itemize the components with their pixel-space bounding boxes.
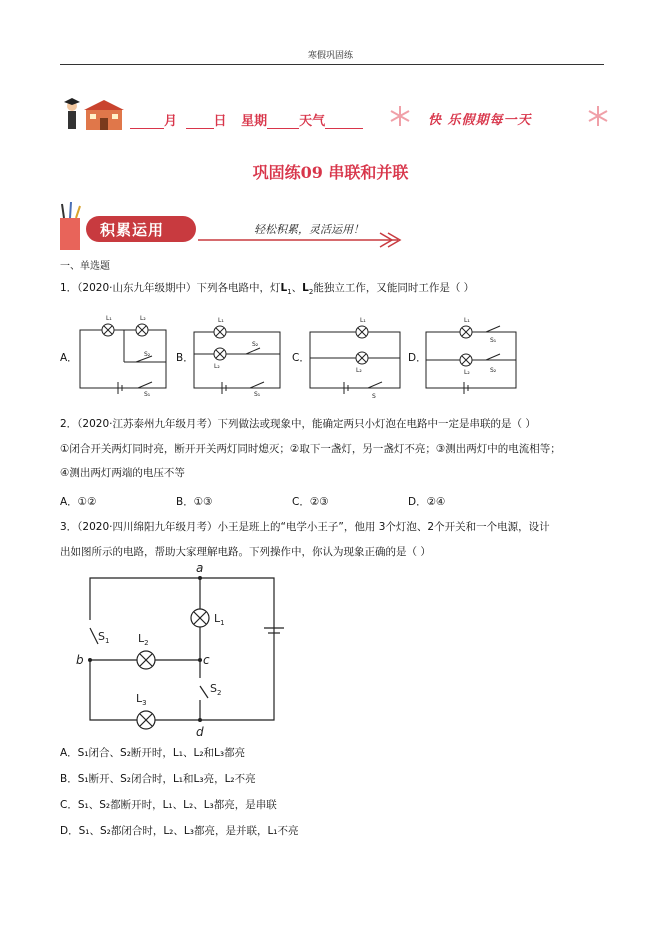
label-l2: L₂: [140, 315, 146, 322]
label-l1: L₁: [106, 315, 112, 322]
date-fields: [130, 110, 363, 129]
label-l1: $L_1$: [214, 612, 225, 627]
week-blank[interactable]: [267, 116, 299, 129]
month-label: 月: [164, 114, 178, 129]
svg-text:L₂: L₂: [214, 363, 220, 370]
label-l3: $L_3$: [136, 692, 147, 707]
node-a: a: [196, 561, 204, 575]
question-2-statements: ①闭合开关两灯同时亮，断开开关两灯同时熄灭；②取下一盏灯，另一盏灯不亮；③测出两灯中的电流相等；: [60, 443, 561, 455]
day-label: 日: [213, 114, 227, 129]
week-label: 星期: [241, 114, 268, 129]
header-divider: [60, 64, 604, 65]
label-l2: $L_2$: [138, 632, 149, 647]
q3-option-a[interactable]: A．S₁闭合、S₂断开时，L₁、L₂和L₃都亮: [60, 747, 246, 759]
q1-option-d[interactable]: D．: [408, 352, 427, 364]
q3-option-b[interactable]: B．S₁断开、S₂闭合时，L₁和L₃亮，L₂不亮: [60, 773, 256, 785]
q1-option-b[interactable]: B．: [176, 352, 194, 364]
label-s1: $S_1$: [98, 630, 110, 645]
question-2-stem: 2．（2020·江苏泰州九年级月考）下列做法或现象中，能确定两只小灯泡在电路中一定是串联的是（ ）: [60, 418, 536, 430]
svg-text:L₁: L₁: [360, 317, 366, 324]
q2-option-d[interactable]: D．②④: [408, 496, 446, 508]
svg-text:S₁: S₁: [490, 337, 497, 344]
label-s2: S₂: [144, 351, 151, 358]
q2-option-b[interactable]: B．①③: [176, 496, 213, 508]
day-blank[interactable]: [186, 116, 214, 129]
page-title: 巩固练09 串联和并联: [252, 163, 409, 182]
label-s2: $S_2$: [210, 682, 222, 697]
svg-text:S: S: [372, 393, 376, 400]
section-banner: [58, 200, 408, 252]
q3-option-d[interactable]: D．S₁、S₂都闭合时，L₂、L₃都亮，是并联，L₁不亮: [60, 825, 299, 837]
svg-text:S₂: S₂: [490, 367, 497, 374]
node-c: c: [203, 653, 210, 667]
label-s1: S₁: [144, 391, 151, 398]
svg-text:L₁: L₁: [464, 317, 470, 324]
question-3-stem-2: 出如图所示的电路，帮助大家理解电路。下列操作中，你认为现象正确的是（ ）: [60, 546, 431, 558]
snowflake-icon: [586, 104, 610, 128]
q2-option-a[interactable]: A．①②: [60, 496, 97, 508]
student-school-icon: [60, 96, 130, 136]
svg-text:L₂: L₂: [356, 367, 362, 374]
q3-option-c[interactable]: C．S₁、S₂都断开时，L₁、L₂、L₃都亮，是串联: [60, 799, 277, 811]
circuit-c-figure: [308, 310, 404, 400]
q1-option-a[interactable]: A．: [60, 352, 78, 364]
question-3-stem: 3．（2020·四川绵阳九年级月考）小王是班上的“电学小王子”，他用 3个灯泡、2个开关和一个电源，设计: [60, 521, 550, 533]
q2-option-c[interactable]: C．②③: [292, 496, 329, 508]
section-heading: 一、单选题: [60, 261, 110, 272]
circuit-d-figure: [424, 310, 520, 392]
day-bar: [60, 96, 620, 136]
svg-text:S₂: S₂: [252, 341, 259, 348]
month-blank[interactable]: [130, 116, 164, 129]
question-2-statement-4: ④测出两灯两端的电压不等: [60, 467, 185, 479]
page-header: 寒假巩固练: [307, 51, 353, 61]
weather-label: 天气: [299, 114, 326, 129]
slogan: 快 乐假期每一天: [428, 113, 532, 128]
node-d: d: [196, 725, 204, 739]
svg-text:S₁: S₁: [254, 391, 261, 398]
snowflake-icon: [388, 104, 412, 128]
circuit-b-figure: [192, 310, 284, 398]
q1-option-c[interactable]: C．: [292, 352, 310, 364]
question-3-circuit-figure: [76, 560, 296, 739]
question-1-stem: 1．（2020·山东九年级期中）下列各电路中，灯$L_1$、$L_2$能独立工作，又能同时工作是（ ）: [60, 282, 475, 297]
svg-text:L₁: L₁: [218, 317, 224, 324]
node-b: b: [76, 653, 84, 667]
banner-subtitle: 轻松积累，灵活运用！: [254, 223, 364, 236]
svg-text:L₂: L₂: [464, 369, 470, 376]
weather-blank[interactable]: [325, 116, 363, 129]
banner-title: 积累运用: [100, 221, 165, 239]
circuit-a-figure: [78, 310, 170, 398]
